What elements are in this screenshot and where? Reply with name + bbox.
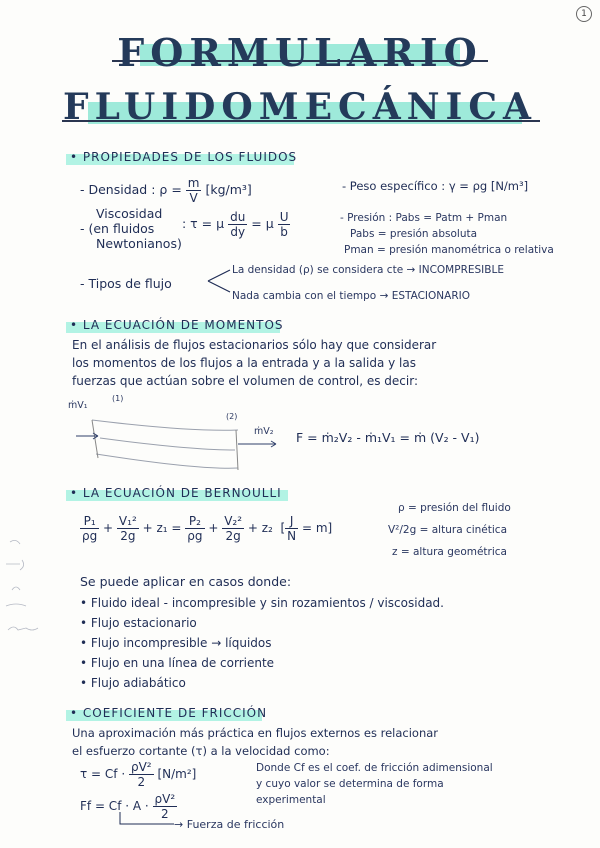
friction-force-formula: Ff = Cf · A · $\frac{\text{ρV²}}{2}$ bbox=[80, 792, 176, 821]
section-heading-momentum: • LA ECUACIÓN DE MOMENTOS bbox=[70, 318, 284, 332]
bernoulli-applies: Se puede aplicar en casos donde: bbox=[80, 574, 292, 589]
control-volume-sketch bbox=[70, 392, 310, 488]
flow-type-incompressible: La densidad (ρ) se considera cte → INCOMPRESIBLE bbox=[232, 264, 504, 276]
section-heading-properties: • PROPIEDADES DE LOS FLUIDOS bbox=[70, 150, 297, 164]
momentum-para-3: fuerzas que actúan sobre el volumen de control, es decir: bbox=[72, 374, 418, 388]
viscosity-label-3: Newtonianos) bbox=[96, 236, 182, 251]
bernoulli-case-2: • Flujo estacionario bbox=[80, 616, 197, 630]
pressure-line-1: - Presión : Pabs = Patm + Pman bbox=[340, 212, 508, 224]
section-heading-bernoulli: • LA ECUACIÓN DE BERNOULLI bbox=[70, 486, 282, 500]
bernoulli-legend-3: z = altura geométrica bbox=[392, 546, 507, 558]
bernoulli-case-1: • Fluido ideal - incompresible y sin rozamientos / viscosidad. bbox=[80, 596, 444, 610]
pressure-line-3: Pman = presión manométrica o relativa bbox=[344, 244, 554, 256]
specific-weight: - Peso específico : γ = ρg [N/m³] bbox=[342, 179, 529, 193]
section-heading-friction: • COEFICIENTE DE FRICCIÓN bbox=[70, 706, 267, 720]
viscosity-formula: : τ = μ $\frac{du}{dy}$ = μ $\frac{U}{b}$ bbox=[182, 210, 289, 239]
bernoulli-case-3: • Flujo incompresible → líquidos bbox=[80, 636, 272, 650]
friction-note-2: y cuyo valor se determina de forma bbox=[256, 778, 444, 790]
inlet-index: (1) bbox=[112, 394, 124, 403]
friction-para-2: el esfuerzo cortante (τ) a la velocidad como: bbox=[72, 744, 330, 758]
density-label: - Densidad : bbox=[80, 182, 156, 197]
viscosity-label-2: - (en fluidos bbox=[80, 221, 155, 236]
momentum-para-2: los momentos de los flujos a la entrada y a la salida y las bbox=[72, 356, 416, 370]
title-line-1: FORMULARIO bbox=[117, 30, 483, 75]
shear-stress-formula: τ = Cf · $\frac{\text{ρV²}}{2}$ [N/m²] bbox=[80, 760, 197, 789]
density-units: [kg/m³] bbox=[205, 182, 252, 197]
outlet-label: ṁV₂ bbox=[254, 426, 274, 437]
margin-pencil-marks bbox=[2, 530, 62, 670]
flow-types-label: - Tipos de flujo bbox=[80, 276, 172, 291]
branch-brace-icon bbox=[206, 266, 232, 296]
momentum-equation: F = ṁ₂V₂ - ṁ₁V₁ = ṁ (V₂ - V₁) bbox=[296, 430, 480, 445]
outlet-index: (2) bbox=[226, 412, 238, 421]
density-fraction: $\frac{m}{V}$ bbox=[187, 176, 200, 205]
friction-force-label: → Fuerza de fricción bbox=[174, 818, 285, 831]
friction-note-3: experimental bbox=[256, 794, 326, 806]
density-row bbox=[80, 176, 252, 205]
density-formula: ρ = bbox=[159, 182, 182, 197]
bernoulli-equation: $\frac{\text{P₁}}{\rho g}$ + $\frac{\text{V₁²}}{2g}$ + z₁ = $\frac{\text{P₂}}{\rho g}$ + $\frac{\text{V₂²}}{2g}$ + z₂ [ $\frac{J}{N}$ = m] bbox=[82, 514, 333, 543]
friction-para-1: Una aproximación más práctica en flujos externos es relacionar bbox=[72, 726, 439, 740]
friction-note-1: Donde Cf es el coef. de fricción adimensional bbox=[256, 762, 493, 774]
bernoulli-legend-1: ρ = presión del fluido bbox=[398, 502, 511, 514]
inlet-label: ṁV₁ bbox=[68, 400, 88, 411]
pressure-line-2: Pabs = presión absoluta bbox=[350, 228, 478, 240]
momentum-para-1: En el análisis de flujos estacionarios sólo hay que considerar bbox=[72, 338, 437, 352]
title-line-2: FLUIDOMECÁNICA bbox=[63, 86, 537, 128]
bernoulli-case-4: • Flujo en una línea de corriente bbox=[80, 656, 275, 670]
bernoulli-case-5: • Flujo adiabático bbox=[80, 676, 186, 690]
bernoulli-legend-2: V²/2g = altura cinética bbox=[388, 524, 508, 536]
flow-type-stationary: Nada cambia con el tiempo → ESTACIONARIO bbox=[232, 290, 470, 302]
viscosity-label-1: Viscosidad bbox=[96, 206, 163, 221]
force-pointer-arrow bbox=[118, 810, 178, 832]
page-number: 1 bbox=[576, 6, 592, 22]
